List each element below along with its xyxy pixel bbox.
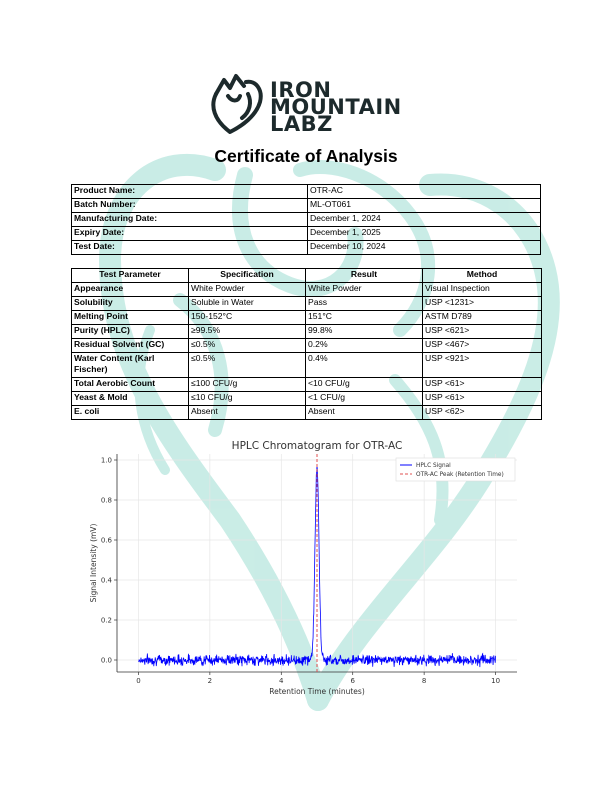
y-tick-label: 1.0: [100, 456, 112, 465]
page-title: Certificate of Analysis: [214, 146, 398, 166]
header-method: Method: [423, 269, 542, 283]
table-row: [72, 213, 541, 227]
method-cell: ASTM D789: [423, 311, 542, 325]
result-cell: 0.4%: [306, 353, 423, 378]
result-cell: <10 CFU/g: [306, 378, 423, 392]
table-row: [72, 406, 542, 420]
table-row: [72, 311, 542, 325]
result-cell: Pass: [306, 297, 423, 311]
y-tick-label: 0.4: [100, 576, 112, 585]
chart-title: HPLC Chromatogram for OTR-AC: [231, 440, 403, 452]
specification-cell: ≥99.5%: [189, 325, 306, 339]
table-row: [72, 339, 542, 353]
method-cell: USP <1231>: [423, 297, 542, 311]
table-row: [72, 325, 542, 339]
table-row: [72, 241, 541, 255]
test-parameter-cell: Yeast & Mold: [72, 392, 189, 406]
table-header-row: [72, 269, 542, 283]
y-axis-label: Signal Intensity (mV): [89, 523, 98, 603]
specification-cell: Absent: [189, 406, 306, 420]
table-row: [72, 185, 541, 199]
result-cell: <1 CFU/g: [306, 392, 423, 406]
legend-signal-label: HPLC Signal: [416, 463, 451, 469]
info-value: December 10, 2024: [308, 241, 541, 255]
table-row: [72, 199, 541, 213]
hplc-chromatogram-chart: [84, 436, 524, 700]
info-label: Batch Number:: [72, 199, 308, 213]
test-parameter-cell: Residual Solvent (GC): [72, 339, 189, 353]
test-parameter-cell: Purity (HPLC): [72, 325, 189, 339]
method-cell: USP <61>: [423, 378, 542, 392]
info-label: Expiry Date:: [72, 227, 308, 241]
brand-line-3: LABZ: [270, 112, 333, 136]
table-row: [72, 227, 541, 241]
method-cell: USP <62>: [423, 406, 542, 420]
info-label: Product Name:: [72, 185, 308, 199]
y-tick-label: 0.0: [100, 656, 112, 665]
specification-cell: White Powder: [189, 283, 306, 297]
table-row: [72, 392, 542, 406]
method-cell: USP <621>: [423, 325, 542, 339]
specification-cell: ≤0.5%: [189, 339, 306, 353]
method-cell: USP <467>: [423, 339, 542, 353]
header-result: Result: [306, 269, 423, 283]
specification-cell: ≤0.5%: [189, 353, 306, 378]
x-tick-label: 6: [350, 677, 355, 685]
y-tick-label: 0.2: [100, 616, 112, 625]
x-axis-label: Retention Time (minutes): [269, 687, 365, 696]
test-parameter-cell: Appearance: [72, 283, 189, 297]
result-cell: White Powder: [306, 283, 423, 297]
result-cell: 151°C: [306, 311, 423, 325]
y-tick-label: 0.8: [100, 496, 112, 505]
product-info-table: [71, 184, 541, 255]
test-results-table: [71, 268, 542, 420]
brand-line-1: IRON: [270, 78, 332, 102]
test-parameter-cell: Water Content (Karl Fischer): [72, 353, 189, 378]
specification-cell: 150-152°C: [189, 311, 306, 325]
info-value: December 1, 2025: [308, 227, 541, 241]
test-parameter-cell: Total Aerobic Count: [72, 378, 189, 392]
method-cell: USP <921>: [423, 353, 542, 378]
x-tick-label: 2: [207, 677, 213, 685]
test-parameter-cell: E. coli: [72, 406, 189, 420]
result-cell: 0.2%: [306, 339, 423, 353]
info-value: OTR-AC: [308, 185, 541, 199]
header-specification: Specification: [189, 269, 306, 283]
legend-peak-label: OTR-AC Peak (Retention Time): [416, 472, 504, 478]
table-row: [72, 283, 542, 297]
table-row: [72, 297, 542, 311]
header-test-parameter: Test Parameter: [72, 269, 189, 283]
x-tick-label: 0: [136, 677, 141, 685]
brand-wordmark: [270, 78, 402, 136]
test-parameter-cell: Melting Point: [72, 311, 189, 325]
result-cell: 99.8%: [306, 325, 423, 339]
table-row: [72, 353, 542, 378]
x-tick-label: 10: [491, 677, 501, 685]
x-tick-label: 4: [279, 677, 284, 685]
test-parameter-cell: Solubility: [72, 297, 189, 311]
specification-cell: Soluble in Water: [189, 297, 306, 311]
x-tick-label: 8: [421, 677, 427, 685]
method-cell: Visual Inspection: [423, 283, 542, 297]
specification-cell: ≤100 CFU/g: [189, 378, 306, 392]
table-row: [72, 378, 542, 392]
info-value: ML-OT061: [308, 199, 541, 213]
specification-cell: ≤10 CFU/g: [189, 392, 306, 406]
result-cell: Absent: [306, 406, 423, 420]
brand-line-2: MOUNTAIN: [270, 95, 402, 119]
info-label: Test Date:: [72, 241, 308, 255]
info-label: Manufacturing Date:: [72, 213, 308, 227]
info-value: December 1, 2024: [308, 213, 541, 227]
y-tick-label: 0.6: [100, 536, 112, 545]
method-cell: USP <61>: [423, 392, 542, 406]
